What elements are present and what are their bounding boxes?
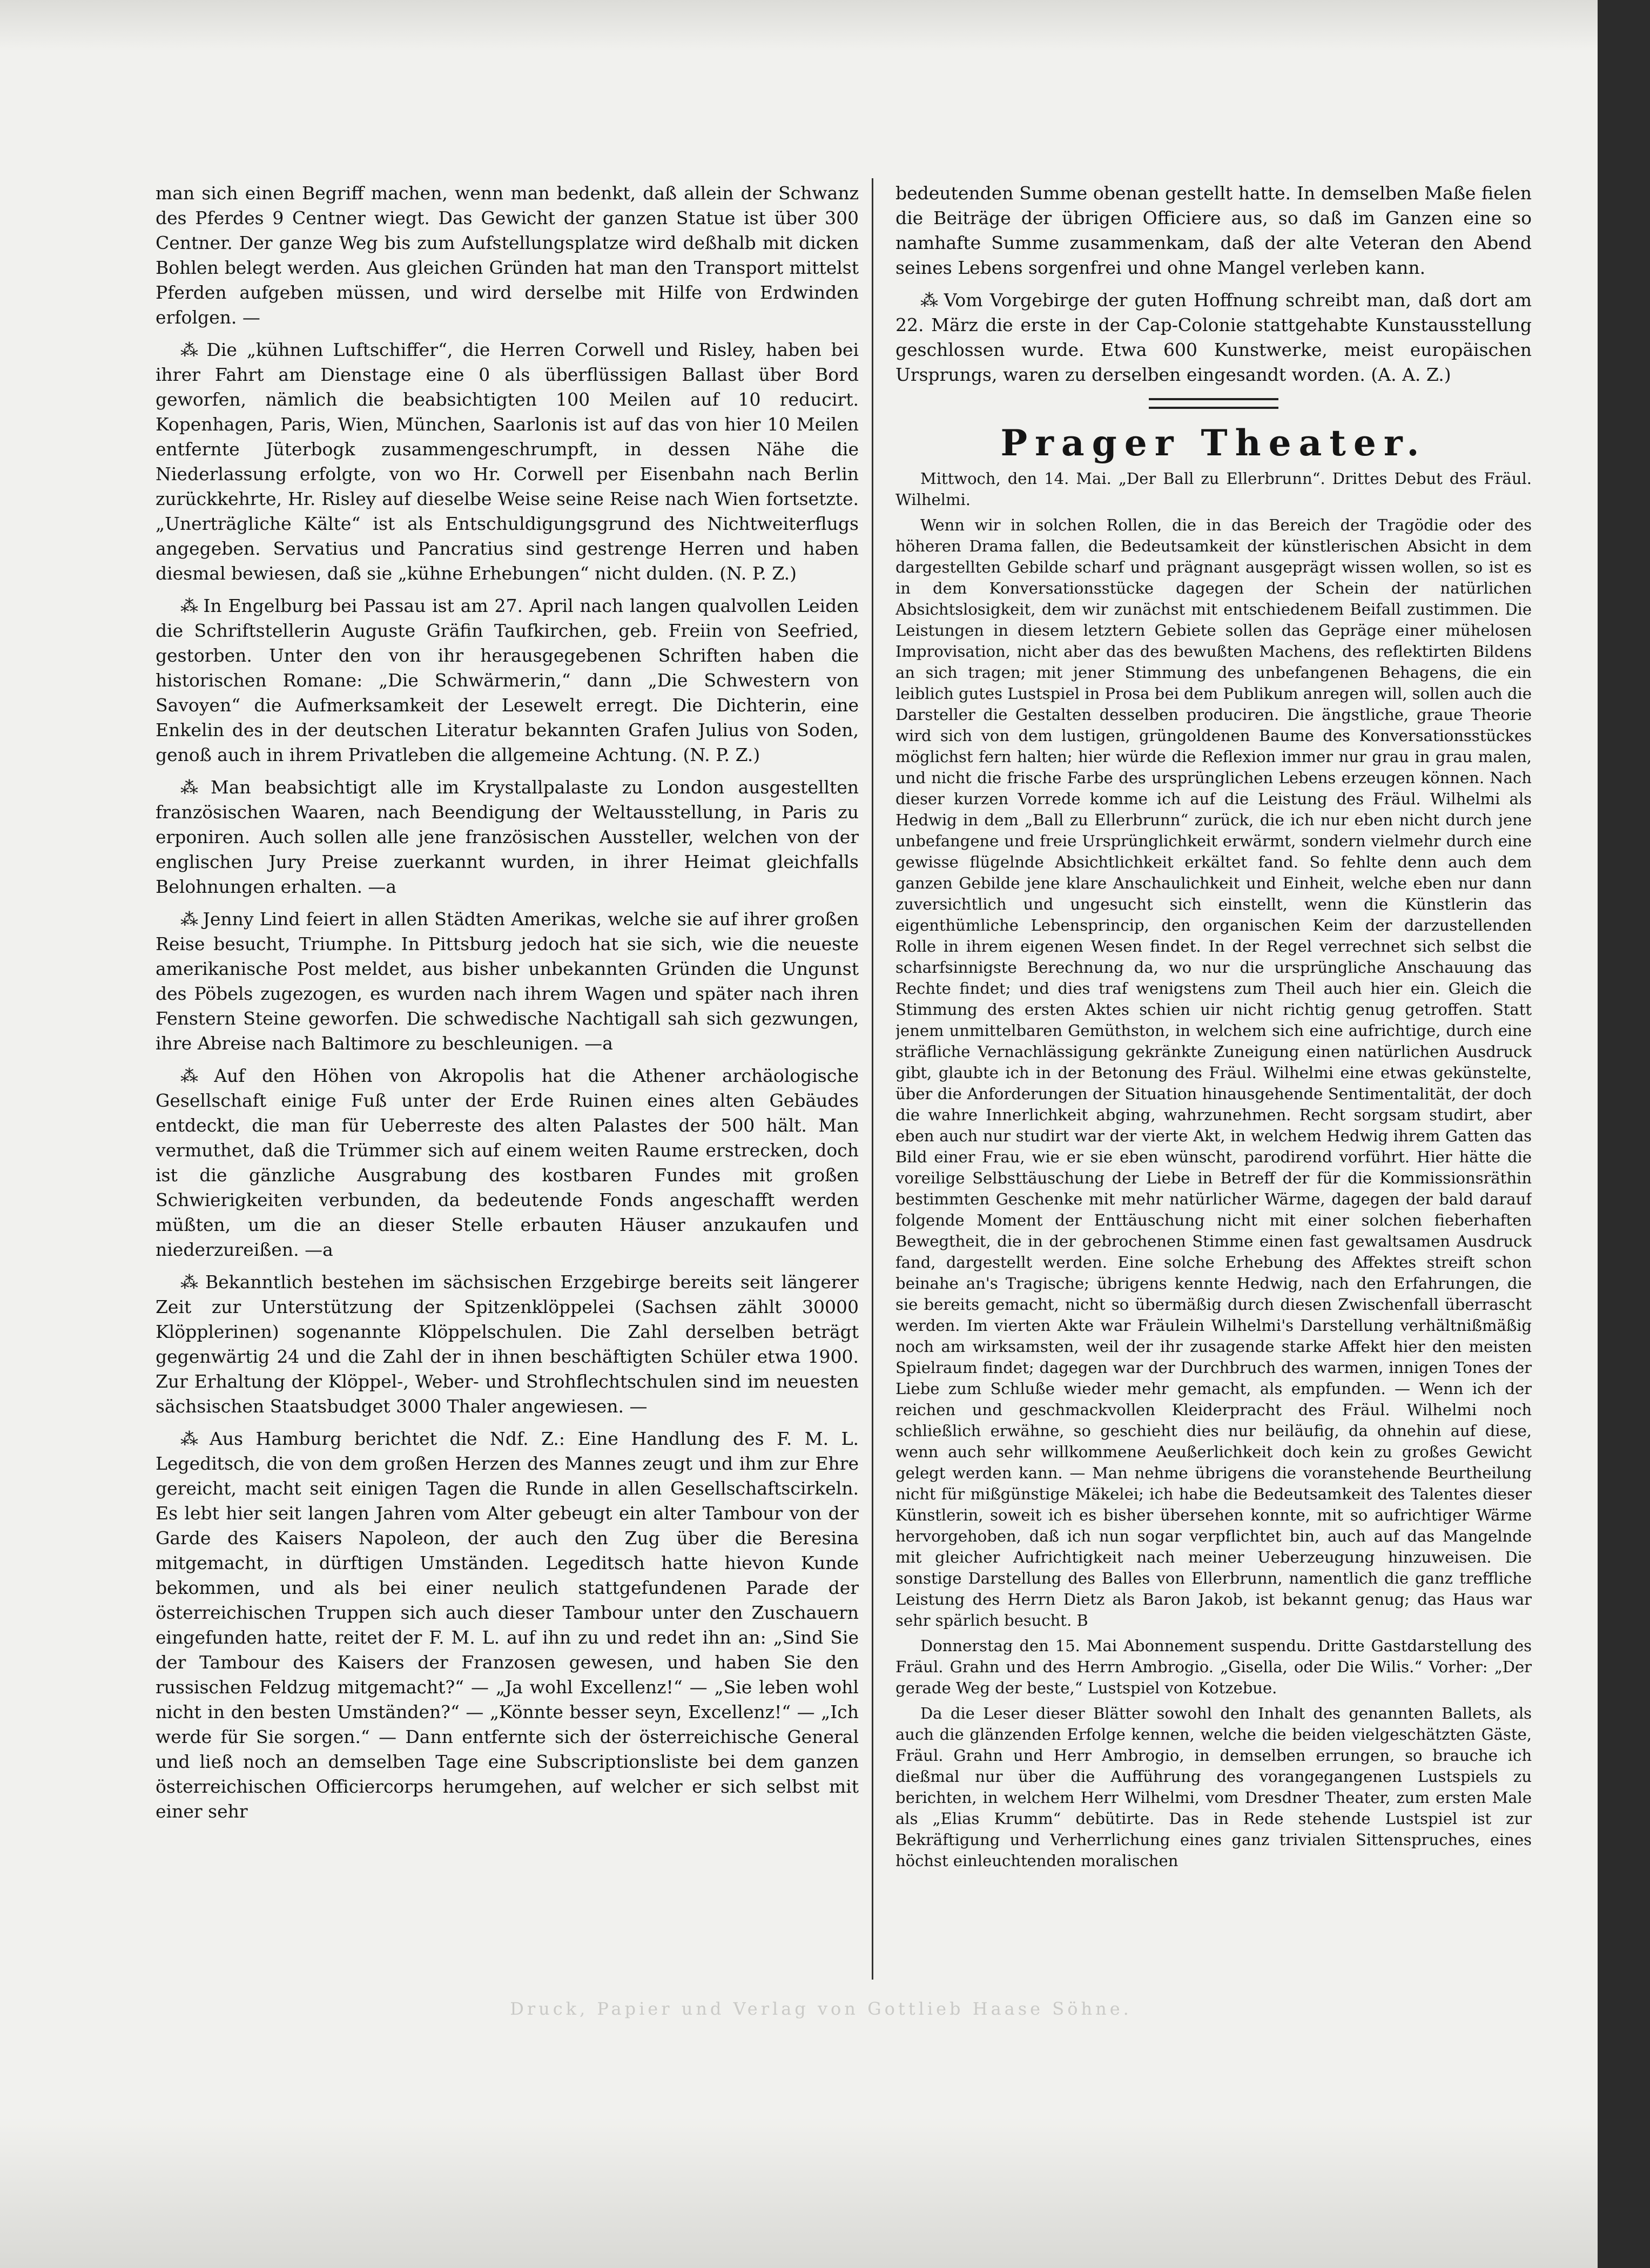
- news-item: ⁂ Man beabsichtigt alle im Krystallpalaste zu London ausgestellten französischen Waaren, nach Beendigung der Weltausstellung, in Paris zu erponiren. Auch sollen alle jene französischen Aussteller, welchen von der englischen Jury Preise zuerkannt wurden, in ihrer Heimat gleichfalls Belohnungen erhalten. —a: [156, 777, 859, 897]
- asterism-icon: ⁂: [180, 339, 201, 360]
- news-item: ⁂ In Engelburg bei Passau ist am 27. April nach langen qualvollen Leiden die Schriftstellerin Auguste Gräfin Taufkirchen, geb. Freiin von Seefried, gestorben. Unter den von ihr herausgegebenen Schriften haben die historischen Romane: „Die Schwärmerin,“ dann „Die Schwestern von Savoyen“ die Aufmerksamkeit der Lesewelt erregt. Die Dichterin, eine Enkelin des in der deutschen Literatur bekannten Grafen Julius von Soden, genoß auch in ihrem Privatleben die allgemeine Achtung. (N. P. Z.): [156, 595, 859, 765]
- article-paragraph: man sich einen Begriff machen, wenn man bedenkt, daß allein der Schwanz des Pferdes 9 Centner wiegt. Das Gewicht der ganzen Statue ist über 300 Centner. Der ganze Weg bis zum Aufstellungsplatze wird deßhalb mit dicken Bohlen belegt werden. Aus gleichen Gründen hat man den Transport mittelst Pferden aufgeben müssen, und wird derselbe mit Hilfe von Erdwinden erfolgen. —: [156, 183, 859, 328]
- left-column: [156, 181, 859, 1980]
- review-paragraph: Mittwoch, den 14. Mai. „Der Ball zu Ellerbrunn“. Drittes Debut des Fräul. Wilhelmi.: [895, 469, 1532, 509]
- asterism-icon: ⁂: [180, 1065, 209, 1086]
- review-paragraph: Wenn wir in solchen Rollen, die in das Bereich der Tragödie oder des höheren Drama fallen, die Bedeutsamkeit der künstlerischen Absicht in dem dargestellten Gebilde scharf und prägnant ausgeprägt wissen wollen, so ist es in dem Konversationsstücke dagegen der Schein der natürlichen Absichtslosigkeit, dem wir zunächst mit entschiedenem Beifall zustimmen. Die Leistungen in diesem letztern Gebiete sollen das Gepräge einer mühelosen Improvisation, nicht aber das des bewußten Machens, des reflektirten Bildens an sich tragen; mit jener Stimmung des unbefangenen Behagens, die ein leiblich gutes Lustspiel in Prosa bei dem Publikum anregen will, sollen auch die Darsteller die Gestalten desselben produciren. Die ängstliche, graue Theorie wird sich von dem lustigen, grüngoldenen Baume des Konversationsstückes möglichst fern halten; hier würde die Reflexion immer nur grau in grau malen, und nicht die frische Farbe des ursprünglichen Lebens erzeugen können. Nach dieser kurzen Vorrede komme ich auf die Leistung des Fräul. Wilhelmi als Hedwig in dem „Ball zu Ellerbrunn“ zurück, die ich nur eben nicht durch jene unbefangene und freie Ursprünglichkeit erwärmt, sondern vielmehr durch eine gewisse flügelnde Absichtlichkeit erkältet fand. So fehlte denn auch dem ganzen Gebilde jene klare Anschaulichkeit und Einheit, welche eben nur dann zuversichtlich und ungesucht sich einstellt, wenn die Künstlerin das eigenthümliche Lebensprincip, den organischen Keim der darzustellenden Rolle in ihrem eigenen Wesen findet. In der Regel verrechnet sich selbst die scharfsinnigste Berechnung da, wo nur die ursprüngliche Anschauung das Rechte findet; und dies traf wenigstens zum Theil auch hier ein. Gleich die Stimmung des ersten Aktes schien uir nicht richtig genug getroffen. Statt jenem unmittelbaren Gemüthston, in welchem sich eine aufrichtige, durch eine sträfliche Vernachlässigung gekränkte Zuneigung einen natürlichen Ausdruck gibt, glaubte ich in der Betonung des Fräul. Wilhelmi eine etwas gekünstelte, über die Anforderungen der Situation hinausgehende Sentimentalität, der doch die wahre Innerlichkeit abging, wahrzunehmen. Recht sorgsam studirt, aber eben auch nur studirt war der vierte Akt, in welchem Hedwig ihrem Gatten das Bild einer Frau, wie er sie eben wünscht, parodirend vorführt. Hier hätte die voreilige Selbsttäuschung der Liebe in Betreff der für die Kommissionsräthin bestimmten Geschenke mit mehr natürlicher Wärme, dagegen der bald darauf folgende Moment der Enttäuschung nicht mit einer solchen fieberhaften Bewegtheit, die in der gebrochenen Stimme einen fast gewaltsamen Ausdruck fand, dargestellt werden. Eine solche Erhebung des Affektes streift schon beinahe an's Tragische; übrigens kennte Hedwig, nach den Erfahrungen, die sie bereits gemacht, nicht so übermäßig durch diesen Zwischenfall überrascht werden. Im vierten Akte war Fräulein Wilhelmi's Darstellung verhältnißmäßig noch am wirksamsten, weil der ihr zusagende starke Affekt hier den meisten Spielraum findet; dagegen war der Durchbruch des warmen, innigen Tones der Liebe zum Schluße wieder mehr gemacht, als empfunden. — Wenn ich der reichen und geschmackvollen Kleiderpracht des Fräul. Wilhelmi noch schließlich erwähne, so geschieht dies nur beiläufig, da ohnehin auf diese, wenn auch sehr willkommene Aeußerlichkeit doch kein zu großes Gewicht gelegt werden kann. — Man nehme übrigens die voranstehende Beurtheilung nicht für mißgünstige Mäkelei; ich habe die Bedeutsamkeit des Talentes dieser Künstlerin, soweit ich es bisher übersehen konnte, mit so aufrichtiger Wärme hervorgehoben, daß ich nun sogar verpflichtet bin, auch auf das Mangelnde mit gleicher Aufrichtigkeit nach meiner Ueberzeugung hinzuweisen. Die sonstige Darstellung des Balles von Ellerbrunn, namentlich die ganz treffliche Leistung des Herrn Dietz als Baron Jakob, ist bekannt genug; das Haus war sehr spärlich besucht. B: [895, 516, 1532, 1630]
- review-paragraph: Da die Leser dieser Blätter sowohl den Inhalt des genannten Ballets, als auch die glänzenden Erfolge kennen, welche die beiden vielgeschätzten Gäste, Fräul. Grahn und Herr Ambrogio, in demselben errungen, so brauche ich dießmal nur über die Aufführung des vorangegangenen Lustspiels zu berichten, in welchem Herr Wilhelmi, vom Dresdner Theater, zum ersten Male als „Elias Krumm“ debütirte. Das in Rede stehende Lustspiel ist zur Bekräftigung und Verherrlichung eines ganz trivialen Sittenspruches, eines höchst einleuchtenden moralischen: [895, 1704, 1532, 1870]
- scan-dark-border: [1598, 0, 1650, 2268]
- news-item: ⁂ Vom Vorgebirge der guten Hoffnung schreibt man, daß dort am 22. März die erste in der Cap-Colonie stattgehabte Kunstausstellung geschlossen wurde. Etwa 600 Kunstwerke, meist europäischen Ursprungs, waren zu derselben eingesandt worden. (A. A. Z.): [895, 290, 1532, 385]
- section-separator: [1149, 398, 1278, 409]
- news-item: ⁂ Die „kühnen Luftschiffer“, die Herren Corwell und Risley, haben bei ihrer Fahrt am Dienstage eine 0 als überflüssigen Ballast über Bord geworfen, nämlich die beabsichtigten 100 Meilen auf 10 reducirt. Kopenhagen, Paris, Wien, München, Saarlonis ist auf das von hier 10 Meilen entfernte Jüterbogk zusammengeschrumpft, in dessen Nähe die Niederlassung erfolgte, von wo Hr. Corwell per Eisenbahn nach Berlin zurückkehrte, Hr. Risley auf dieselbe Weise seine Reise nach Wien fortsetzte. „Unerträgliche Kälte“ ist als Entschuldigungsgrund des Nichtweiterflugs angegeben. Servatius und Pancratius sind gestrenge Herren und haben diesmal bewiesen, daß sie „kühne Erhebungen“ nicht dulden. (N. P. Z.): [156, 339, 859, 584]
- right-column: [895, 181, 1532, 1980]
- asterism-icon: ⁂: [180, 777, 205, 798]
- article-paragraph: bedeutenden Summe obenan gestellt hatte. In demselben Maße fielen die Beiträge der übrigen Officiere aus, so daß im Ganzen eine so namhafte Summe zusammenkam, daß der alte Veteran den Abend seines Lebens sorgenfrei und ohne Mangel verleben kann.: [895, 183, 1532, 278]
- news-item: ⁂ Auf den Höhen von Akropolis hat die Athener archäologische Gesellschaft einige Fuß unter der Erde Ruinen eines alten Gebäudes entdeckt, die man für Ueberreste des alten Palastes der 500 hält. Man vermuthet, daß die Trümmer sich auf einem weiten Raume erstrecken, doch ist die gänzliche Ausgrabung des kostbaren Fundes mit großen Schwierigkeiten verbunden, da bedeutende Fonds angeschafft werden müßten, um die an dieser Stelle erbauten Häuser anzukaufen und niederzureißen. —a: [156, 1065, 859, 1260]
- review-paragraph: Donnerstag den 15. Mai Abonnement suspendu. Dritte Gastdarstellung des Fräul. Grahn und des Herrn Ambrogio. „Gisella, oder Die Wilis.“ Vorher: „Der gerade Weg der beste,“ Lustspiel von Kotzebue.: [895, 1637, 1532, 1697]
- asterism-icon: ⁂: [180, 908, 198, 930]
- page-bottom-edge: [0, 2117, 1598, 2268]
- asterism-icon: ⁂: [180, 1428, 205, 1449]
- column-divider: [872, 178, 873, 1980]
- news-item: ⁂ Aus Hamburg berichtet die Ndf. Z.: Eine Handlung des F. M. L. Legeditsch, die von dem großen Herzen des Mannes zeugt und ihm zur Ehre gereicht, macht seit einigen Tagen die Runde in allen Gesellschaftscirkeln. Es lebt hier seit langen Jahren vom Alter gebeugt ein alter Tambour von der Garde des Kaisers Napoleon, der auch den Zug über die Beresina mitgemacht, in dürftigen Umständen. Legeditsch hatte hievon Kunde bekommen, und als bei einer neulich stattgefundenen Parade der österreichischen Truppen sich auch dieser Tambour unter den Zuschauern eingefunden hatte, reitet der F. M. L. auf ihn zu und redet ihn an: „Sind Sie der Tambour des Kaisers der Franzosen gewesen, und haben Sie den russischen Feldzug mitgemacht?“ — „Ja wohl Excellenz!“ — „Sie leben wohl nicht in den besten Umständen?“ — „Könnte besser seyn, Excellenz!“ — „Ich werde für Sie sorgen.“ — Dann entfernte sich der österreichische General und ließ noch an demselben Tage eine Subscriptionsliste bei dem ganzen österreichischen Officiercorps herumgehen, auf welcher er sich selbst mit einer sehr: [156, 1428, 859, 1822]
- news-item: ⁂ Jenny Lind feiert in allen Städten Amerikas, welche sie auf ihrer großen Reise besucht, Triumphe. In Pittsburg jedoch hat sie sich, wie die neueste amerikanische Post meldet, aus bisher unbekannten Gründen die Ungunst des Pöbels zugezogen, es wurden nach ihrem Wagen und später nach ihren Fenstern Steine geworfen. Die schwedische Nachtigall sah sich gezwungen, ihre Abreise nach Baltimore zu beschleunigen. —a: [156, 908, 859, 1054]
- asterism-icon: ⁂: [180, 595, 198, 616]
- faint-footer-text: Druck, Papier und Verlag von Gottlieb Haase Söhne.: [510, 1998, 1132, 2019]
- asterism-icon: ⁂: [920, 290, 939, 311]
- section-title: Prager Theater.: [1000, 422, 1427, 464]
- asterism-icon: ⁂: [180, 1271, 200, 1293]
- news-item: ⁂ Bekanntlich bestehen im sächsischen Erzgebirge bereits seit längerer Zeit zur Unterstützung der Spitzenklöppelei (Sachsen zählt 30000 Klöpplerinen) sogenannte Klöppelschulen. Die Zahl derselben beträgt gegenwärtig 24 und die Zahl der in ihnen beschäftigten Schüler etwa 1900. Zur Erhaltung der Klöppel-, Weber- und Strohflechtschulen sind im neuesten sächsischen Staatsbudget 3000 Thaler angewiesen. —: [156, 1271, 859, 1417]
- theater-review: [895, 468, 1532, 1872]
- page-top-edge: [0, 0, 1598, 51]
